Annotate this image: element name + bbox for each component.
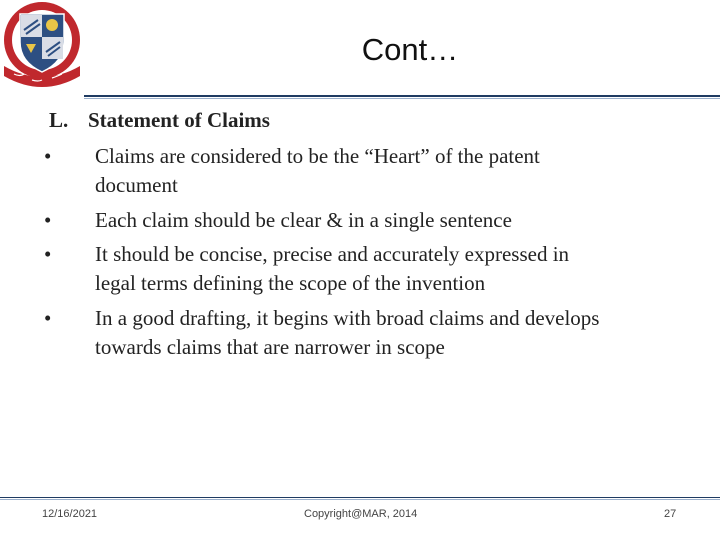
section-letter: L. — [49, 108, 69, 132]
bullet-line: Claims are considered to be the “Heart” of the patent — [95, 144, 540, 168]
institution-logo — [0, 0, 84, 96]
footer-page-number: 27 — [664, 508, 677, 520]
slide-title: Cont… — [361, 32, 459, 67]
bullet-line: legal terms defining the scope of the invention — [95, 271, 486, 295]
header-divider — [84, 95, 720, 97]
footer-divider — [0, 497, 720, 498]
bullet-line: Each claim should be clear & in a single sentence — [95, 208, 512, 232]
section-heading — [49, 108, 270, 133]
bullet-line: towards claims that are narrower in scope — [95, 335, 445, 359]
bullet-symbol: • — [44, 144, 52, 168]
section-heading-text: Statement of Claims — [88, 108, 270, 132]
footer-copyright: Copyright@MAR, 2014 — [304, 508, 418, 520]
bullet-line: document — [95, 173, 178, 197]
footer-date: 12/16/2021 — [42, 508, 98, 520]
bullet-symbol: • — [44, 306, 52, 330]
footer-divider-light — [0, 499, 720, 500]
bullet-symbol: • — [44, 242, 52, 266]
header-divider-light — [84, 98, 720, 99]
bullet-line: In a good drafting, it begins with broad claims and develops — [95, 306, 600, 330]
bullet-line: It should be concise, precise and accurately expressed in — [95, 242, 570, 266]
bullet-symbol: • — [44, 208, 52, 232]
